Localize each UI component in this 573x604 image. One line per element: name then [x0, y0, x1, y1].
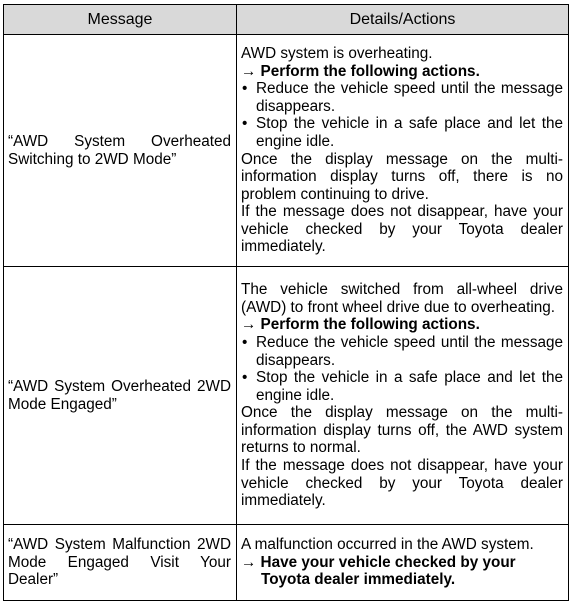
table-row	[4, 267, 569, 525]
details-cell	[237, 525, 569, 601]
action-bullet: • Reduce the vehicle speed until the message disappears.	[241, 334, 563, 369]
detail-text: Once the display message on the multi-information display turns off, the AWD system returns to normal.	[241, 404, 563, 457]
action-bullet: • Stop the vehicle in a safe place and let the engine idle.	[241, 115, 563, 150]
column-header-message: Message	[4, 5, 237, 35]
message-cell: “AWD System Malfunction 2WD Mode Engaged Visit Your Dealer”	[4, 525, 237, 601]
detail-text: AWD system is overheating.	[241, 44, 433, 62]
detail-text: If the message does not disappear, have your vehicle checked by your Toyota dealer immediately.	[241, 457, 563, 510]
detail-text: If the message does not disappear, have your vehicle checked by your Toyota dealer immediately.	[241, 203, 563, 256]
detail-text: A malfunction occurred in the AWD system.	[241, 536, 534, 554]
table-row	[4, 35, 569, 267]
column-header-details: Details/Actions	[237, 5, 569, 35]
action-bullet: • Reduce the vehicle speed until the message disappears.	[241, 80, 563, 115]
action-heading-continued: Toyota dealer immediately.	[261, 571, 456, 589]
action-heading: → Have your vehicle checked by your	[241, 553, 516, 571]
table-row	[4, 525, 569, 601]
action-bullet: • Stop the vehicle in a safe place and let the engine idle.	[241, 369, 563, 404]
detail-text: The vehicle switched from all-wheel drive (AWD) to front wheel drive due to overheating.	[241, 281, 563, 316]
action-heading: → Perform the following actions.	[241, 316, 480, 334]
detail-text: Once the display message on the multi-information display turns off, there is no problem continuing to drive.	[241, 150, 563, 203]
warning-message-table	[3, 4, 569, 601]
table-header-row	[4, 5, 569, 35]
action-heading: → Perform the following actions.	[241, 62, 480, 80]
details-cell	[237, 267, 569, 525]
message-cell: “AWD System Overheated 2WD Mode Engaged”	[4, 267, 237, 525]
message-cell: “AWD System Overheated Switching to 2WD Mode”	[4, 35, 237, 267]
details-cell	[237, 35, 569, 267]
